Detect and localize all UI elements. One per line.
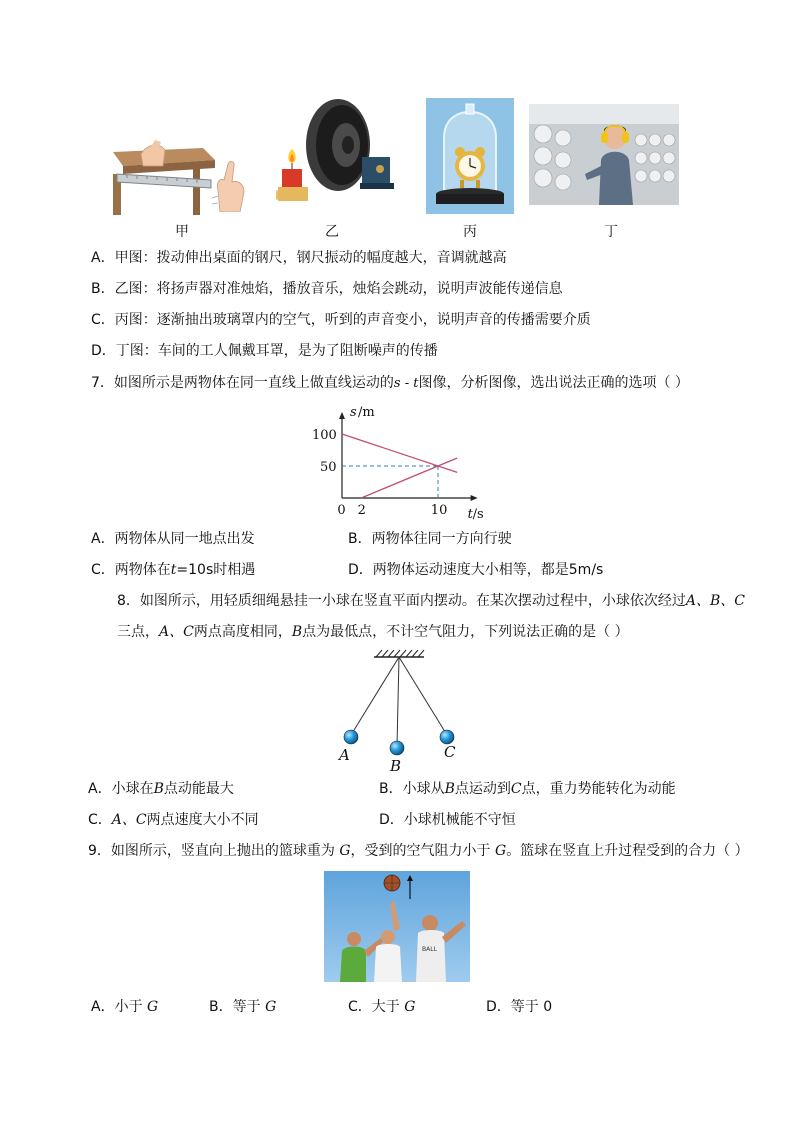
- q6-option-d: D．丁图：车间的工人佩戴耳罩，是为了阻断噪声的传播: [91, 343, 438, 359]
- q8-line2-d: B: [291, 624, 303, 640]
- pendulum-label-b: B: [390, 757, 402, 775]
- ceiling-hatch: [376, 650, 424, 657]
- q8-option-a: [88, 780, 234, 798]
- q8-stem-line2: [117, 623, 629, 641]
- y-tick-label-100: 100: [312, 428, 337, 443]
- x-tick-label-0: 0: [337, 503, 346, 518]
- q8-option-c: [88, 811, 259, 829]
- q7-option-c: [91, 561, 255, 579]
- q8-line2-c: 两点高度相同，: [193, 624, 292, 640]
- q9-stem-a: 9．如图所示，竖直向上抛出的篮球重为: [88, 843, 340, 859]
- q8-line2-b: A、C: [159, 624, 194, 640]
- q7-option-b: B．两物体往同一方向行驶: [348, 531, 512, 547]
- basketball-jump-image: [324, 871, 470, 982]
- x-tick-label-10: 10: [430, 503, 448, 518]
- q8-opt-c-b: A、C: [111, 812, 147, 828]
- x-tick-label-2: 2: [357, 503, 366, 518]
- q8-line2-a: 三点，: [117, 624, 159, 640]
- q9-stem-d: G: [495, 843, 507, 859]
- speaker-candle-image: [276, 97, 394, 207]
- q7-stem-var: s - t: [393, 376, 419, 391]
- q7-option-a: A．两物体从同一地点出发: [91, 531, 255, 547]
- q7-stem-text-a: 7．如图所示是两物体在同一直线上做直线运动的: [91, 375, 394, 391]
- q8-opt-b-b: B: [444, 781, 455, 797]
- q8-line1-text: 8．如图所示，用轻质细绳悬挂一小球在竖直平面内摆动。在某次摆动过程中，小球依次经过: [117, 593, 686, 609]
- bell-jar-clock-image: [426, 98, 514, 214]
- string-a: [351, 657, 399, 735]
- string-c: [399, 657, 447, 735]
- y-axis-label-var: s: [350, 405, 357, 420]
- q8-stem-line1: [117, 592, 745, 610]
- ball-c: [440, 730, 454, 744]
- q9-stem: [88, 842, 749, 860]
- series-line-1: [342, 434, 457, 472]
- q9-stem-c: ，受到的空气阻力小于: [350, 843, 495, 859]
- q9-option-c: [348, 998, 415, 1016]
- q8-opt-c-a: C．: [88, 812, 112, 828]
- caption-yi: 乙: [325, 224, 339, 240]
- q9-stem-e: 。篮球在竖直上升过程受到的合力（ ）: [506, 843, 749, 859]
- q7-stem-text-c: 图像，分析图像，选出说法正确的选项（ ）: [418, 375, 689, 391]
- x-axis-label-unit: /s: [472, 507, 484, 522]
- q8-opt-c-c: 两点速度大小不同: [146, 812, 259, 828]
- caption-jia: 甲: [175, 224, 189, 240]
- q9-option-a: [91, 998, 158, 1016]
- q9-opt-c-b: G: [404, 999, 416, 1015]
- q7-option-c-c: =10s时相遇: [176, 562, 256, 578]
- q8-opt-a-c: 点动能最大: [163, 781, 234, 797]
- q8-option-b: [379, 780, 676, 798]
- string-b: [397, 657, 399, 746]
- finger-image: [210, 160, 250, 212]
- q8-opt-a-a: A．小球在: [88, 781, 154, 797]
- q6-option-c: C．丙图：逐渐抽出玻璃罩内的空气，听到的声音变小，说明声音的传播需要介质: [91, 312, 591, 328]
- q9-opt-b-a: B．等于: [209, 999, 266, 1015]
- y-axis-label-unit: /m: [358, 405, 375, 420]
- y-axis-arrow: [339, 412, 345, 419]
- y-tick-label-50: 50: [320, 460, 337, 475]
- pendulum-label-c: C: [444, 743, 456, 761]
- caption-bing: 丙: [463, 224, 477, 240]
- x-axis-arrow: [471, 495, 478, 501]
- q6-option-b: B．乙图：将扬声器对准烛焰，播放音乐，烛焰会跳动，说明声波能传递信息: [91, 281, 563, 297]
- svg-text:BALL: BALL: [422, 946, 437, 953]
- q8-option-d: D．小球机械能不守恒: [379, 812, 516, 828]
- q8-opt-b-a: B．小球从: [379, 781, 445, 797]
- q9-option-b: [209, 998, 276, 1016]
- st-graph: [305, 393, 485, 523]
- q7-stem: [91, 374, 689, 393]
- q8-line1-vars: A、B、C: [685, 593, 746, 609]
- q7-option-c-var: t: [170, 562, 177, 578]
- q9-opt-a-a: A．小于: [91, 999, 148, 1015]
- pendulum-label-a: A: [339, 746, 350, 764]
- q9-opt-b-b: G: [265, 999, 277, 1015]
- q8-opt-b-c: 点运动到: [454, 781, 511, 797]
- q9-stem-b: G: [339, 843, 351, 859]
- ball-b: [390, 741, 404, 755]
- factory-worker-image: [529, 104, 679, 205]
- series-line-2: [361, 458, 457, 498]
- q8-opt-a-b: B: [153, 781, 164, 797]
- q7-option-d: D．两物体运动速度大小相等，都是5m/s: [348, 562, 604, 578]
- q6-option-a: A．甲图：拨动伸出桌面的钢尺，钢尺振动的幅度越大，音调就越高: [91, 250, 507, 266]
- q8-opt-b-d: C: [510, 781, 522, 797]
- caption-ding: 丁: [604, 224, 618, 240]
- x-axis-label-var: t: [467, 507, 473, 522]
- ruler-on-table-image: [113, 140, 215, 215]
- ball-a: [344, 730, 358, 744]
- q9-option-d: D．等于 0: [486, 999, 553, 1015]
- q9-opt-c-a: C．大于: [348, 999, 405, 1015]
- q8-line2-e: 点为最低点，不计空气阻力，下列说法正确的是（ ）: [302, 624, 629, 640]
- q7-option-c-a: C．两物体在: [91, 562, 171, 578]
- q8-opt-b-e: 点，重力势能转化为动能: [521, 781, 676, 797]
- q9-opt-a-b: G: [147, 999, 159, 1015]
